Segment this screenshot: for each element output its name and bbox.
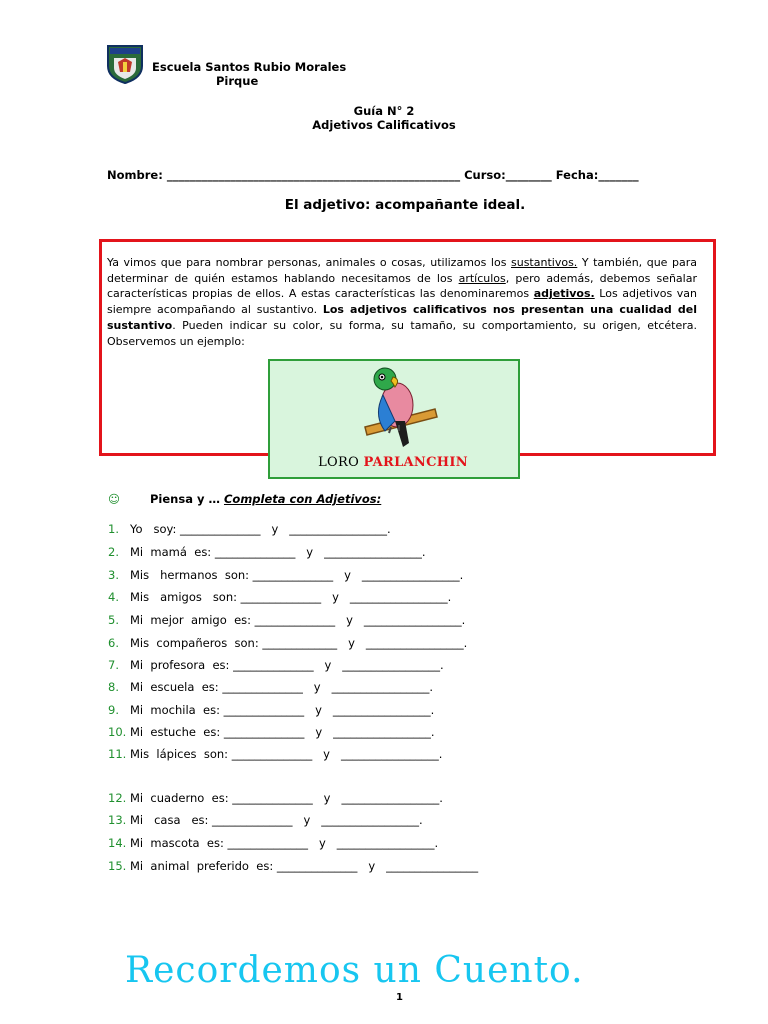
intro-text-4: Los adjetivos van siempre acompañando al sustantivo. <box>107 287 697 317</box>
school-name <box>152 60 346 88</box>
exercise-number: 7. <box>108 658 119 672</box>
exercise-item[interactable] <box>108 813 423 827</box>
exercise-item[interactable] <box>108 568 463 582</box>
student-info-row <box>107 168 639 182</box>
exercise-text[interactable]: Mis lápices son: ______________ y _________________. <box>130 747 443 761</box>
instruction-task: Completa con Adjetivos: <box>223 492 382 506</box>
exercise-text[interactable]: Mis amigos son: ______________ y _________________. <box>130 590 452 604</box>
intro-word-sustantivos: sustantivos. <box>511 256 578 269</box>
exercise-number: 5. <box>108 613 119 627</box>
footer-title: Recordemos un Cuento. <box>125 950 584 991</box>
exercise-number: 14. <box>108 836 127 850</box>
exercise-text[interactable]: Mi cuaderno es: ______________ y _________________. <box>130 791 443 805</box>
exercise-item[interactable] <box>108 636 467 650</box>
exercise-text[interactable]: Mi estuche es: ______________ y _________________. <box>130 725 435 739</box>
exercise-number: 15. <box>108 859 127 873</box>
intro-text-3: , pero además, debemos señalar características propias de ellos. A estas características las denominaremos <box>107 271 697 301</box>
exercise-item[interactable] <box>108 545 425 559</box>
smiley-icon: ☺ <box>108 492 120 506</box>
exercise-item[interactable] <box>108 747 442 761</box>
intro-text-2: Y también, que para determinar de quién estamos hablando necesitamos de los <box>107 256 697 285</box>
intro-text-1: Ya vimos que para nombrar personas, animales o cosas, utilizamos los <box>107 256 511 269</box>
exercise-item[interactable] <box>108 658 444 672</box>
course-label: Curso: <box>464 168 506 182</box>
school-crest-icon <box>106 44 144 84</box>
exercise-item[interactable] <box>108 836 438 850</box>
exercise-number: 2. <box>108 545 119 559</box>
school-name-line1: Escuela Santos Rubio Morales <box>152 60 347 74</box>
name-blank[interactable]: ___________________________________________________ <box>166 168 461 182</box>
exercise-item[interactable] <box>108 613 465 627</box>
example-adjective: PARLANCHIN <box>363 455 468 470</box>
exercise-number: 13. <box>108 813 127 827</box>
exercise-item[interactable] <box>108 859 478 873</box>
exercise-text[interactable]: Mi profesora es: ______________ y _________________. <box>130 658 444 672</box>
exercise-text[interactable]: Yo soy: ______________ y _________________. <box>130 522 391 536</box>
exercise-item[interactable] <box>108 725 435 739</box>
intro-paragraph <box>107 255 697 349</box>
exercise-text[interactable]: Mi escuela es: ______________ y _________________. <box>130 680 433 694</box>
intro-word-adjetivos: adjetivos. <box>533 287 595 301</box>
intro-word-articulos: artículos <box>458 271 506 285</box>
guide-title: Adjetivos Calificativos <box>312 118 456 132</box>
guide-number: Guía N° 2 <box>353 104 415 118</box>
intro-definition: Los adjetivos calificativos nos presentan una cualidad del sustantivo <box>107 303 698 332</box>
exercise-number: 8. <box>108 680 119 694</box>
section-subtitle: El adjetivo: acompañante ideal. <box>284 197 526 213</box>
exercise-number: 6. <box>108 636 119 650</box>
exercise-text[interactable]: Mis hermanos son: ______________ y _________________. <box>130 568 464 582</box>
page-number: 1 <box>396 992 403 1003</box>
exercise-text[interactable]: Mi mejor amigo es: ______________ y _________________. <box>130 613 466 627</box>
exercise-number: 11. <box>108 747 127 761</box>
name-label: Nombre: <box>107 168 163 182</box>
exercise-number: 4. <box>108 590 119 604</box>
exercise-item[interactable] <box>108 590 451 604</box>
exercise-text[interactable]: Mi mochila es: ______________ y _________________. <box>130 703 435 717</box>
example-caption <box>268 455 518 470</box>
example-noun: LORO <box>318 455 364 470</box>
parrot-icon <box>355 365 445 451</box>
exercise-text[interactable]: Mi mascota es: ______________ y _________________. <box>130 836 439 850</box>
exercise-number: 9. <box>108 703 119 717</box>
exercise-text[interactable]: Mi casa es: ______________ y _________________. <box>130 813 423 827</box>
course-blank[interactable]: ________ <box>505 168 552 182</box>
exercise-text[interactable]: Mis compañeros son: _____________ y _________________. <box>130 636 468 650</box>
exercise-text[interactable]: Mi animal preferido es: ______________ y ________________ <box>130 859 479 873</box>
instruction-line <box>108 492 381 506</box>
exercise-item[interactable] <box>108 703 434 717</box>
exercise-number: 1. <box>108 522 119 536</box>
instruction-lead: Piensa y … <box>150 492 224 506</box>
intro-text-5: . Pueden indicar su color, su forma, su tamaño, su comportamiento, su origen, etcétera. Observemos un ejemplo: <box>107 318 697 348</box>
exercise-item[interactable] <box>108 680 433 694</box>
date-label: Fecha: <box>555 168 599 182</box>
exercise-number: 12. <box>108 791 127 805</box>
exercise-number: 10. <box>108 725 127 739</box>
date-blank[interactable]: _______ <box>598 168 639 182</box>
exercise-number: 3. <box>108 568 119 582</box>
exercise-item[interactable] <box>108 522 391 536</box>
exercise-item[interactable] <box>108 791 443 805</box>
exercise-text[interactable]: Mi mamá es: ______________ y _________________. <box>130 545 426 559</box>
school-name-line2: Pirque <box>216 74 259 88</box>
